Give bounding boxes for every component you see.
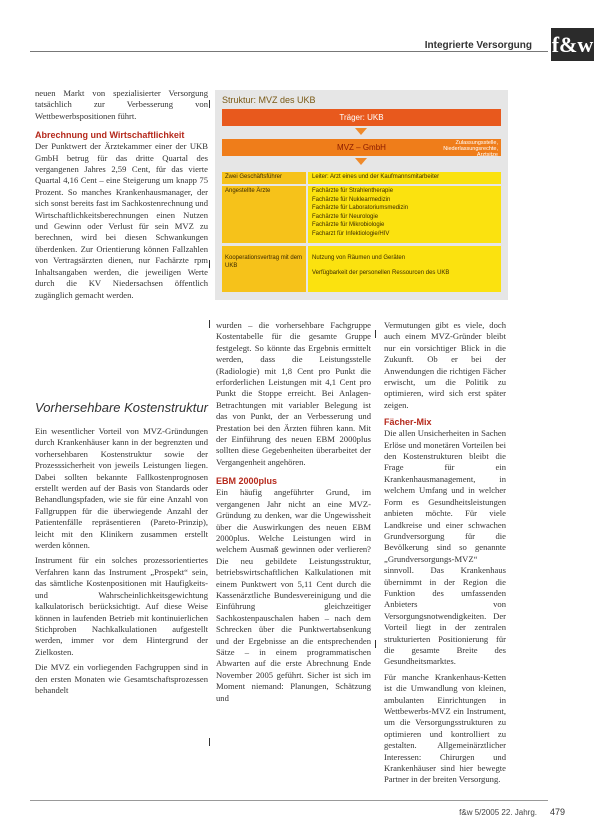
- page-number: 479: [550, 807, 566, 817]
- column-separator: [209, 320, 210, 328]
- column-3: [384, 320, 506, 790]
- diagram-row-item: Fachärzte für Neurologie: [312, 213, 379, 220]
- footer-rule: [30, 800, 548, 801]
- diagram-row-item: Fachärzte für Nuklearmedizin: [312, 196, 391, 203]
- diagram-row-left: Kooperationsvertrag mit dem UKB: [222, 246, 306, 292]
- kosten-paragraph-2: Instrument für ein solches prozessorientiertes Verfahren kann das Instrument „Prospekt“ sein, das sämtliche Kostenpositionen mit Haufigkeits- und Wahrscheinlichkeitsgewichtung kalkulatorisch berücksichtigt. Auf diese Weise können in laufenden Betrieb mit kontinuierlichen Stichproben Nachkalkulationen aufgestellt werden, immer vor dem Hintergrund der Zielkosten.: [35, 555, 208, 657]
- footer-journal: f&w 5/2005 22. Jahrg.: [459, 808, 537, 817]
- diagram-title: Struktur: MVZ des UKB: [222, 95, 316, 105]
- col3-paragraph-3: Für manche Krankenhaus-Ketten ist die Umwandlung von kleinen, ambulanten Einrichtungen in Wettbewerbs-MVZ ein Instrument, um die Versorgungsstrukturen zu optimieren und kontrolliert zu gestalten. Allgemeinärztlicher Interessen: Chirurgen und Krankenhäuser sind hier bewegte Partner in der breiten Versorgung.: [384, 671, 506, 785]
- mvz-note: Zulassungsstelle, Niederlassungsrechte, Arztsitze: [443, 140, 498, 158]
- col3-paragraph-1: Vermutungen gibt es viele, doch auch einem MVZ-Gründer bleibt nur ein vorsichtiger Blick in die Zukunft. Ob er bei der Anwendungen die richtigen Fächer erwischt, um die Politik zu optimieren, wird sich erst später zeigen.: [384, 320, 506, 410]
- column-separator: [209, 260, 210, 268]
- traeger-band: Träger: UKB: [222, 109, 501, 126]
- diagram-row-item: Fachärzte für Mikrobiologie: [312, 222, 385, 229]
- col3-paragraph-2: Die allen Unsicherheiten in Sachen Erlöse und monetären Vorteilen bei den Kostenstrukturen bleibt die Frage für ein Krankenhausmanagement, in welchem Umfang und in welcher Form es Gesundheitsleistungen anbieten möchte. Für viele Landkreise und einer schwachen Grundversorgung für die Bevölkerung sind so genannte „Grundversorgungs-MVZ“ sinnvoll. Das Krankenhaus übernimmt in der Region die Funktion des umfassenden Anbieters von Versorgungsnotwendigkeiten. Der Vorteil liegt in der zentralen strukturierten Positionierung für die gesamte Breite des Gesundheitsmarktes.: [384, 428, 506, 667]
- arrow-down-icon: [355, 158, 367, 165]
- diagram-row-left: Zwei Geschäftsführer: [222, 172, 306, 184]
- column-2: [216, 320, 371, 708]
- column-separator: [375, 640, 376, 648]
- diagram-row-item: Fachärzte für Strahlentherapie: [312, 188, 394, 194]
- column-separator: [209, 100, 210, 108]
- header-rule: [30, 51, 548, 52]
- intro-paragraph: neuen Markt von spezialisierter Versorgung tatsächlich zur Verbesserung von Wettbewerbspositionen führt.: [35, 88, 208, 121]
- diagram-row-item: Leiter: Arzt eines und der Kaufmannsmitarbeiter: [312, 174, 440, 180]
- diagram-row-right: [308, 246, 501, 292]
- kosten-paragraph-1: Ein wesentlicher Vorteil von MVZ-Gründungen durch Krankenhäuser kann in der begrenzten und vorhersehbaren Kostenstruktur sowie der Prozesssicherheit von jeweils Leistungen liegen. Dabei sollten bekannte Fallkostenprognosen erstellt werden auf der Basis von Standards oder Behandlungspfaden, wie sie für eine Anzahl von Fallgruppen für die überwiegende Anzahl der Patientenfälle repräsentieren (Pareto-Prinzip), leicht mit den Klinikern zusammen erstellt werden können.: [35, 426, 208, 551]
- heading-kostenstruktur: Vorhersehbare Kostenstruktur: [35, 400, 208, 415]
- structure-diagram: [215, 90, 508, 300]
- diagram-row-item: Verfügbarkeit der personellen Ressourcen des UKB: [312, 269, 450, 276]
- diagram-row-left: Angestellte Ärzte: [222, 186, 306, 243]
- kosten-paragraph-3: Die MVZ ein vorliegenden Fachgruppen sind in den ersten Monaten wie Gesamtschaftsprozessen behandelt: [35, 662, 208, 695]
- abrechnung-paragraph: Der Punktwert der Ärztekammer einer der UKB GmbH betrug für das dritte Quartal des vergangenen Jahres 2,59 Cent, für das vierte Quartal 4,16 Cent – eine Steigerung um knapp 75 Prozent. So manches Krankenhausmanager, der sich sonst bereits fast im Sachkostenrechnung und Wirtschaftlichkeitsberechnungen einen Nutzen und Gewinn oder Verlust für sein MVZ zu berechnen, wird bei diesen Schwankungen überdenken. Zur Orientierung können Fallzahlen von Vertragsärzten dienen, nur Fachärzte rpm Inhaltsangaben werden, die jeweiligen Werte durch die KV Niedersachsen öffentlich zugänglich gemacht werden.: [35, 141, 208, 300]
- col2-paragraph-2: Ein häufig angeführter Grund, im vergangenen Jahr nicht an eine MVZ-Gründung zu denken, war die Ungewissheit über die Auswirkungen des neuen EBM 2000plus. Welche Leistungen wird in welchem Ausmaß gewinnen oder verlieren? Die neu gebildete Leistungsstruktur, betriebswirtschaftlichen Kalkulationen mit einem Punktwert von 5,11 Cent durch die Kassenärztliche Bundesvereinigung und die Einführung gleichzeitiger Sachkostenpauschalen haben – nach dem Schrecken über die Punktwertabsenkung und der Ergebnisse an die entsprechenden Sätze – in einem programmatischen Abwarten auf die erste Abrechnung Ende November 2005 geführt. Sicher ist sich im Moment niemand: Planungen, Schätzung und: [216, 487, 371, 703]
- heading-faecher-mix: Fächer-Mix: [384, 417, 432, 428]
- heading-abrechnung: Abrechnung und Wirtschaftlichkeit: [35, 130, 185, 141]
- diagram-row-right: [308, 186, 501, 243]
- mvz-band: MVZ – GmbH: [222, 139, 501, 156]
- heading-ebm: EBM 2000plus: [216, 476, 278, 487]
- diagram-row-item: Nutzung von Räumen und Geräten: [312, 255, 406, 261]
- section-title: Integrierte Versorgung: [424, 40, 532, 51]
- column-separator: [209, 738, 210, 746]
- col2-paragraph-1: wurden – die vorhersehbare Fachgruppe Kostentabelle für die gesamte Gruppe festgelegt. So könnte das Ergebnis ermittelt werden, dass die Leistungsstelle (Radiologie) mit 1,8 Cent pro Punkt die erforderlichen Leistungen mit 4,1 Cent pro Punkt die Stoppe erreicht. Bei Anlagen-Betrachtungen mit variabler Belegung ist das von Punkt, der an Verbesserung und Prestation bei den Ärzten führen kann. Mit der Einführung des neuen EBM 2000plus sollten diese Gegebenheiten überarbeitet der Vergangenheit angehören.: [216, 320, 371, 467]
- diagram-row-item: Fachärzte für Laboratoriumsmedizin: [312, 205, 409, 212]
- arrow-down-icon: [355, 128, 367, 135]
- column-1-top: [35, 88, 208, 305]
- column-separator: [375, 330, 376, 338]
- column-1-bottom: [35, 400, 208, 700]
- diagram-row-item: Facharzt für Infektiologie/HIV: [312, 230, 390, 237]
- diagram-row-right: [308, 172, 501, 184]
- journal-logo: f&w: [551, 28, 594, 61]
